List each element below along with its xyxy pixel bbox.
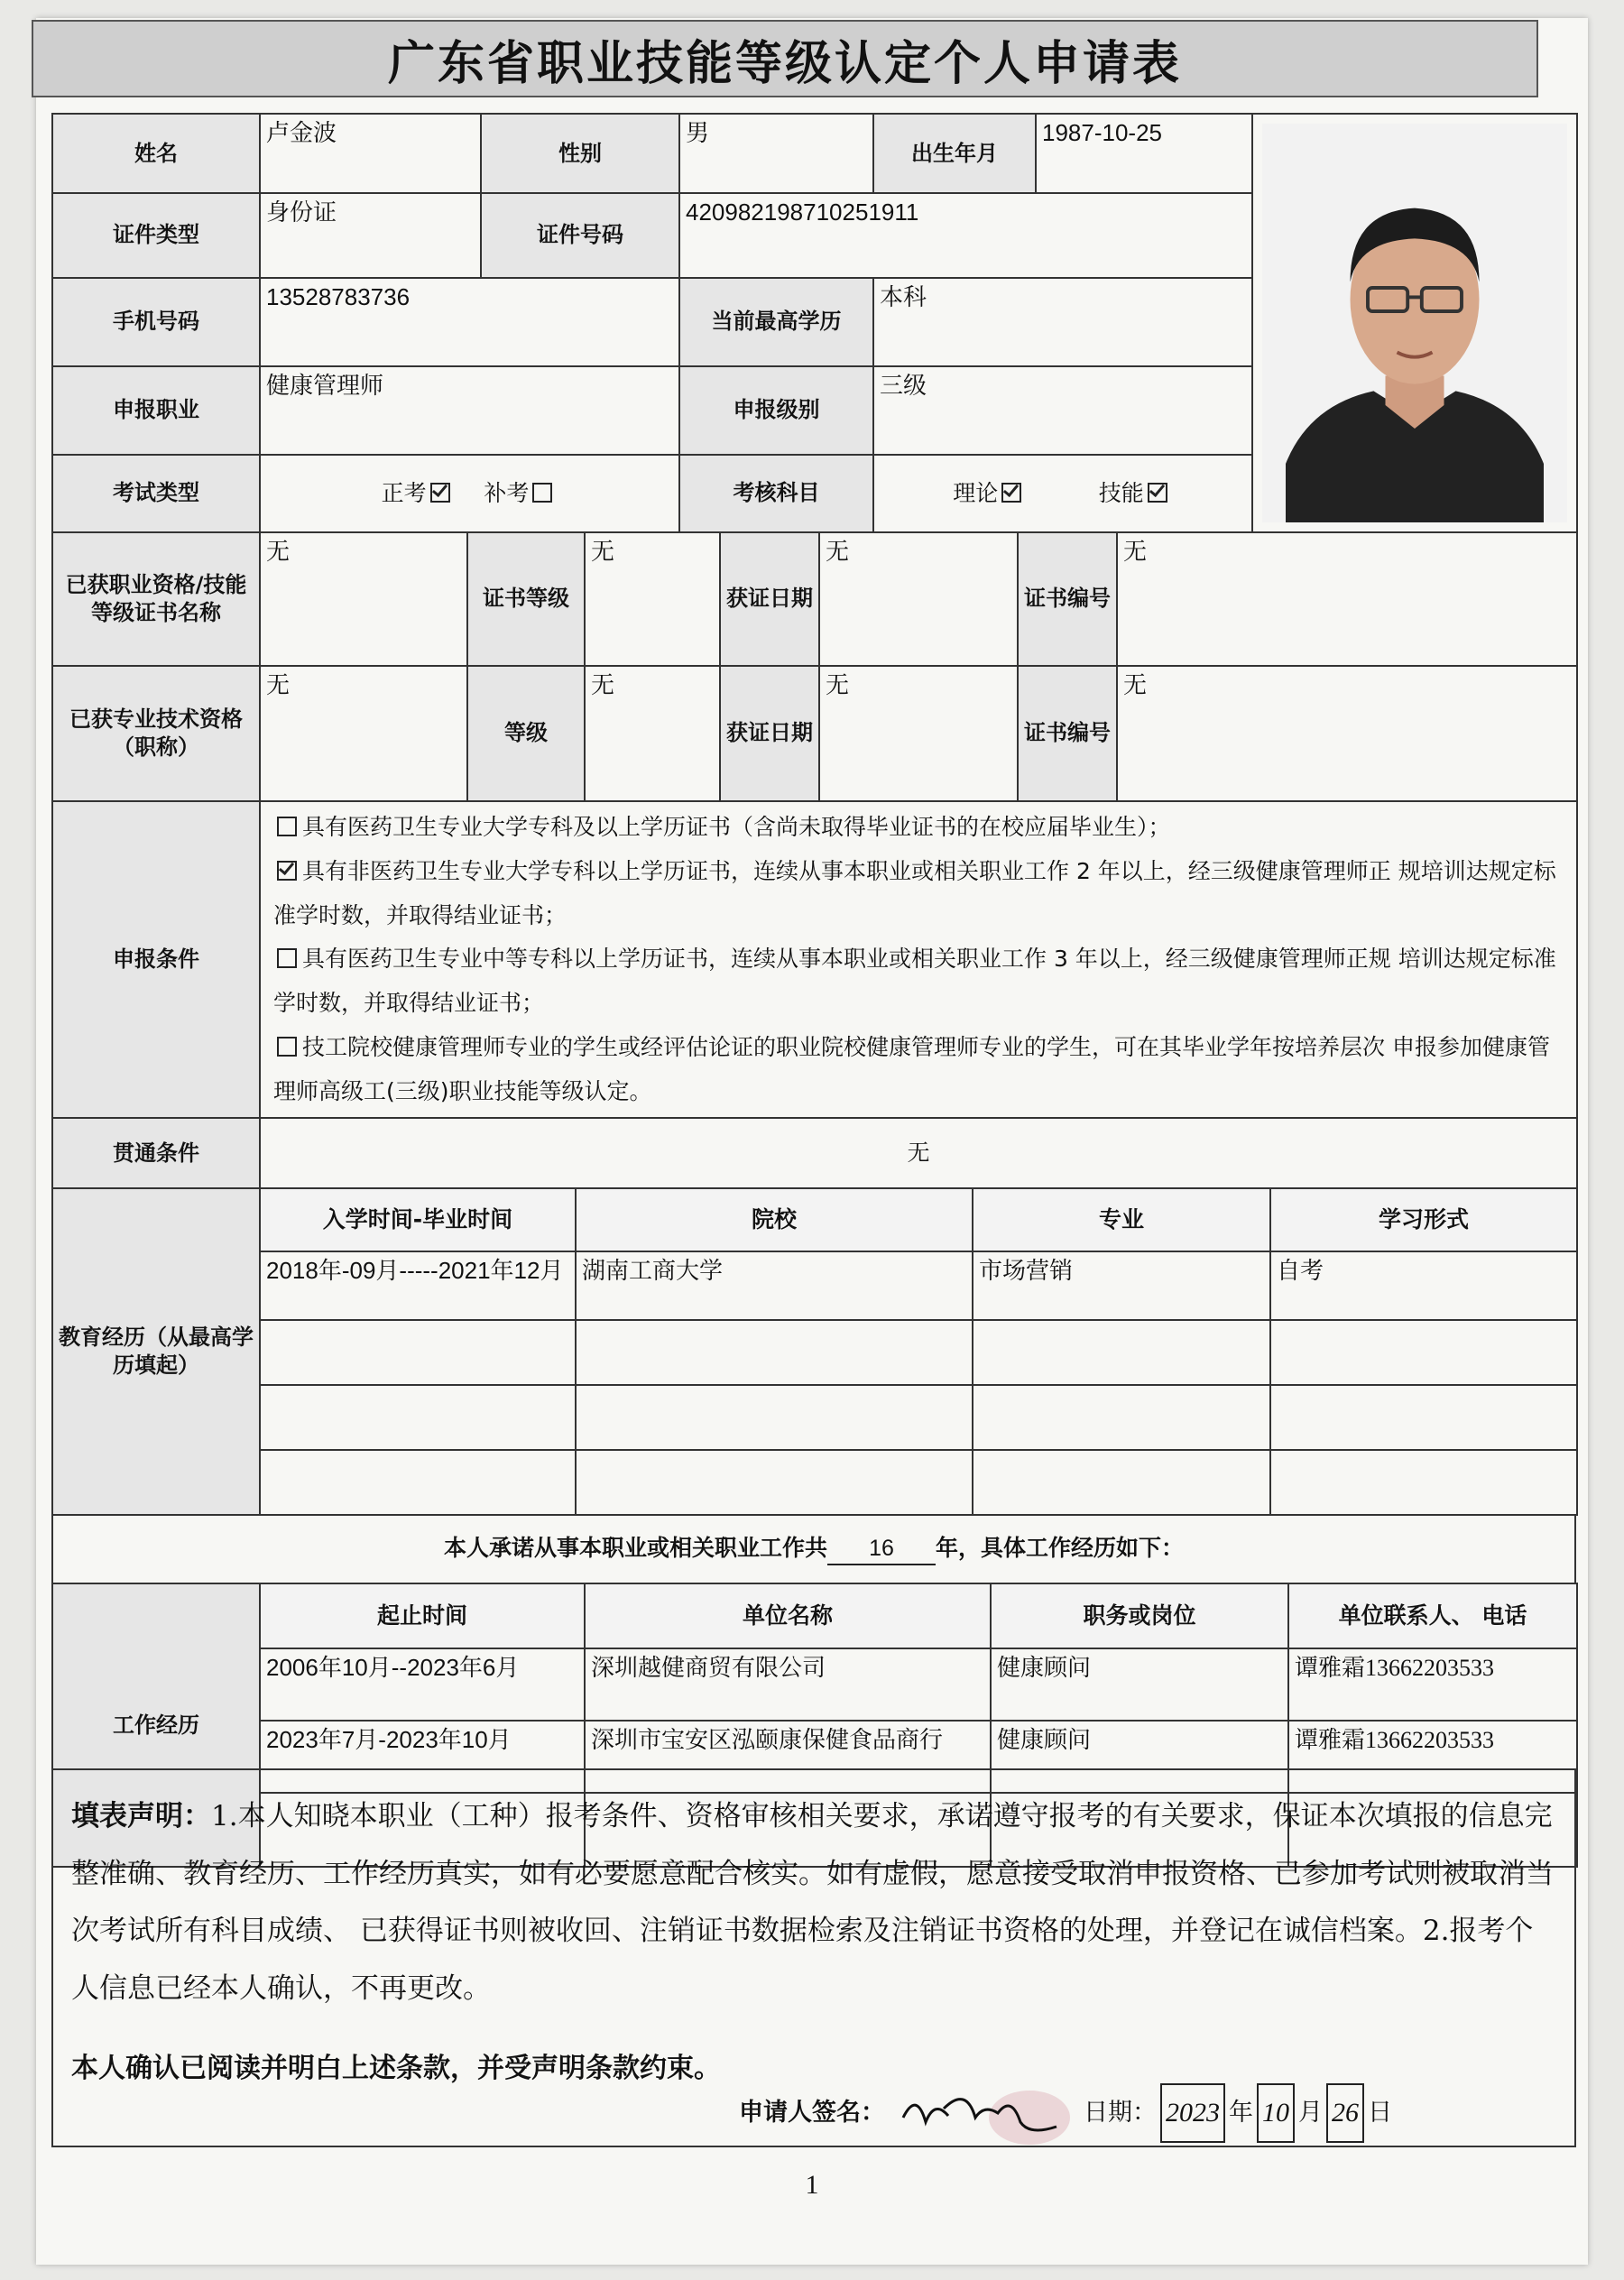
declaration-lead: 填表声明： xyxy=(71,1800,211,1832)
cert2-name: 无 xyxy=(260,666,467,801)
edu-empty-cell xyxy=(1270,1450,1577,1515)
certificates-table xyxy=(51,531,1578,802)
cert1-no: 无 xyxy=(1117,532,1577,666)
cert2-label: 已获专业技术资格（职称） xyxy=(52,666,260,801)
cert1-level-label: 证书等级 xyxy=(467,532,585,666)
birth-label: 出生年月 xyxy=(873,114,1036,193)
work-row-company: 深圳越健商贸有限公司 xyxy=(585,1648,991,1721)
condition-2-checkbox[interactable] xyxy=(277,861,297,881)
declaration-text: 1.本人知晓本职业（工种）报考条件、资格审核相关要求，承诺遵守报考的有关要求，保证本次填报的信息完整准确、教育经历、工作经历真实，如有必要愿意配合核实。如有虚假，愿意接受取消申报资格、已参加考试则被取消当次考试所有科目成绩、 已获得证书则被收回、注销证书数据检索及注销证书资格的处理，并登记在诚信档案。2.报考个人信息已经本人确认，不再更改。 xyxy=(71,1800,1554,2005)
exam-regular-label: 正考 xyxy=(381,479,427,506)
work-years: 16 xyxy=(827,1534,936,1565)
work-promise-table xyxy=(51,1514,1576,1584)
subject-theory-checkbox[interactable] xyxy=(1001,483,1021,503)
work-row-contact: 谭雅霜13662203533 xyxy=(1288,1648,1577,1721)
condition-3-checkbox[interactable] xyxy=(277,948,297,968)
edu-empty-cell xyxy=(973,1385,1270,1450)
edu-empty-cell xyxy=(576,1320,973,1385)
cert2-level-label: 等级 xyxy=(467,666,585,801)
work-promise-suffix: 年，具体工作经历如下： xyxy=(936,1535,1185,1561)
edu-empty-cell xyxy=(576,1385,973,1450)
work-label: 工作经历 xyxy=(52,1583,260,1867)
date-month-unit: 月 xyxy=(1298,2099,1323,2128)
date-year[interactable]: 2023 xyxy=(1160,2083,1225,2143)
phone-value: 13528783736 xyxy=(260,278,679,366)
condition-item: 具有医药卫生专业中等专科以上学历证书，连续从事本职业或相关职业工作 3 年以上，经三级健康管理师正规 培训达规定标准学时数，并取得结业证书； xyxy=(273,946,1556,1016)
work-row-period: 2023年7月-2023年10月 xyxy=(260,1721,585,1793)
personal-info-table xyxy=(51,113,1578,533)
edu-value: 本科 xyxy=(873,278,1252,366)
name-value: 卢金波 xyxy=(260,114,481,193)
work-header-period: 起止时间 xyxy=(260,1583,585,1648)
cert1-name: 无 xyxy=(260,532,467,666)
edu-header-major: 专业 xyxy=(973,1188,1270,1251)
condition-item: 具有非医药卫生专业大学专科以上学历证书，连续从事本职业或相关职业工作 2 年以上，经三级健康管理师正 规培训达规定标准学时数，并取得结业证书； xyxy=(273,857,1556,928)
idno-label: 证件号码 xyxy=(481,193,679,277)
idno-value: 420982198710251911 xyxy=(679,193,1252,277)
date-year-unit: 年 xyxy=(1229,2099,1253,2128)
condition-item: 技工院校健康管理师专业的学生或经评估论证的职业院校健康管理师专业的学生，可在其毕业学年按培养层次 申报参加健康管理师高级工(三级)职业技能等级认定。 xyxy=(273,1033,1550,1104)
job-label: 申报职业 xyxy=(52,366,260,455)
edu-header-school: 院校 xyxy=(576,1188,973,1251)
phone-label: 手机号码 xyxy=(52,278,260,366)
cert2-date: 无 xyxy=(819,666,1018,801)
name-label: 姓名 xyxy=(52,114,260,193)
education-table xyxy=(51,1187,1578,1516)
condition-4-checkbox[interactable] xyxy=(277,1037,297,1057)
form-title: 广东省职业技能等级认定个人申请表 xyxy=(32,20,1538,97)
work-row-position: 健康顾问 xyxy=(991,1721,1288,1793)
date-day[interactable]: 26 xyxy=(1326,2083,1364,2143)
conditions-table xyxy=(51,800,1578,1189)
idtype-label: 证件类型 xyxy=(52,193,260,277)
work-header-position: 职务或岗位 xyxy=(991,1583,1288,1648)
work-promise-prefix: 本人承诺从事本职业或相关职业工作共 xyxy=(443,1535,827,1561)
work-row-position: 健康顾问 xyxy=(991,1648,1288,1721)
edu-empty-cell xyxy=(260,1320,576,1385)
edu-header-mode: 学习形式 xyxy=(1270,1188,1577,1251)
cert2-date-label: 获证日期 xyxy=(720,666,819,801)
examtype-options xyxy=(260,455,679,532)
cert1-date: 无 xyxy=(819,532,1018,666)
cert1-label: 已获职业资格/技能等级证书名称 xyxy=(52,532,260,666)
through-value: 无 xyxy=(260,1118,1577,1188)
photo-cell xyxy=(1252,114,1577,532)
edu-header-period: 入学时间-毕业时间 xyxy=(260,1188,576,1251)
work-header-contact: 单位联系人、 电话 xyxy=(1288,1583,1577,1648)
date-day-unit: 日 xyxy=(1368,2099,1392,2128)
edu-empty-cell xyxy=(1270,1385,1577,1450)
edu-empty-cell xyxy=(1270,1320,1577,1385)
through-label: 贯通条件 xyxy=(52,1118,260,1188)
level-value: 三级 xyxy=(873,366,1252,455)
conditions-list xyxy=(260,801,1577,1118)
gender-value: 男 xyxy=(679,114,873,193)
subject-skill-label: 技能 xyxy=(1098,479,1144,506)
condition-1-checkbox[interactable] xyxy=(277,817,297,836)
edu-empty-cell xyxy=(973,1450,1270,1515)
edu-empty-cell xyxy=(973,1320,1270,1385)
examtype-label: 考试类型 xyxy=(52,455,260,532)
edu-label: 当前最高学历 xyxy=(679,278,873,366)
edu-empty-cell xyxy=(576,1450,973,1515)
cert1-level: 无 xyxy=(585,532,720,666)
cert2-no-label: 证书编号 xyxy=(1018,666,1117,801)
signature-row xyxy=(739,2082,1392,2145)
cert1-date-label: 获证日期 xyxy=(720,532,819,666)
job-value: 健康管理师 xyxy=(260,366,679,455)
subject-theory-label: 理论 xyxy=(953,479,999,506)
education-label: 教育经历（从最高学历填起） xyxy=(52,1188,260,1515)
subject-label: 考核科目 xyxy=(679,455,873,532)
edu-empty-cell xyxy=(260,1450,576,1515)
edu-row-mode: 自考 xyxy=(1270,1251,1577,1320)
birth-value: 1987-10-25 xyxy=(1036,114,1252,193)
work-row-company: 深圳市宝安区泓颐康保健食品商行 xyxy=(585,1721,991,1793)
edu-row-period: 2018年-09月-----2021年12月 xyxy=(260,1251,576,1320)
exam-makeup-checkbox[interactable] xyxy=(532,483,552,503)
exam-regular-checkbox[interactable] xyxy=(430,483,450,503)
work-row-contact: 谭雅霜13662203533 xyxy=(1288,1721,1577,1793)
work-header-company: 单位名称 xyxy=(585,1583,991,1648)
date-month[interactable]: 10 xyxy=(1257,2083,1295,2143)
work-promise xyxy=(52,1515,1575,1583)
applicant-photo xyxy=(1262,124,1567,522)
exam-makeup-label: 补考 xyxy=(484,479,530,506)
page-number: 1 xyxy=(805,2170,819,2200)
idtype-value: 身份证 xyxy=(260,193,481,277)
cert1-no-label: 证书编号 xyxy=(1018,532,1117,666)
signature-label: 申请人签名： xyxy=(739,2099,885,2128)
edu-empty-cell xyxy=(260,1385,576,1450)
conditions-label: 申报条件 xyxy=(52,801,260,1118)
form-main xyxy=(51,113,1576,1868)
level-label: 申报级别 xyxy=(679,366,873,455)
edu-row-major: 市场营销 xyxy=(973,1251,1270,1320)
gender-label: 性别 xyxy=(481,114,679,193)
declaration-confirm: 本人确认已阅读并明白上述条款，并受声明条款约束。 xyxy=(71,2053,721,2084)
work-row-period: 2006年10月--2023年6月 xyxy=(260,1648,585,1721)
cert2-level: 无 xyxy=(585,666,720,801)
subject-skill-checkbox[interactable] xyxy=(1148,483,1167,503)
subject-options xyxy=(873,455,1252,532)
condition-item: 具有医药卫生专业大学专科及以上学历证书（含尚未取得毕业证书的在校应届毕业生）； xyxy=(273,806,1564,850)
declaration-box xyxy=(51,1768,1576,2147)
cert2-no: 无 xyxy=(1117,666,1577,801)
edu-row-school: 湖南工商大学 xyxy=(576,1251,973,1320)
date-label: 日期： xyxy=(1084,2099,1157,2128)
handwritten-signature[interactable] xyxy=(894,2082,1075,2145)
